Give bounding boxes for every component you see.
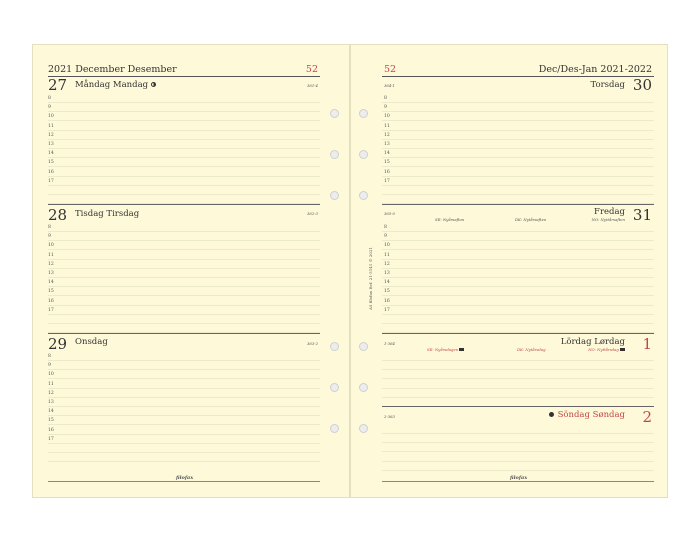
hour-rule [382,166,654,167]
hour-label: 15 [48,160,54,166]
hour-label: 16 [48,169,54,175]
hour-label: 8 [48,354,51,359]
holiday-text: NO: Nyttårsdag [588,347,619,352]
hour-label: 17 [384,178,390,184]
hour-label: 10 [384,243,390,249]
note-rule [382,433,654,434]
day-count: 363-2 [307,341,318,346]
binder-hole [359,424,368,433]
hour-label: 9 [48,363,51,369]
day-name: Torsdag [590,80,625,90]
hour-rule [382,231,654,232]
note-rule [382,194,654,195]
hour-label: 13 [48,271,54,276]
note-rule [382,461,654,462]
left-header-rule [48,76,320,77]
hour-rule [48,176,320,177]
day-divider [382,204,654,205]
hour-label: 17 [48,178,54,184]
hour-label: 17 [48,436,54,442]
day-name: Tisdag Tirsdag [75,209,140,219]
hour-label: 8 [384,96,387,101]
hour-label: 12 [48,132,54,138]
hour-label: 14 [48,151,54,157]
day-count: 362-3 [307,211,318,216]
day-number: 27 [48,76,68,94]
hour-rule [48,397,320,398]
hour-label: 16 [48,427,54,433]
binder-hole [359,342,368,351]
hour-label: 10 [48,243,54,249]
day-number: 1 [642,335,652,353]
hour-label: 15 [48,418,54,424]
binder-hole [359,191,368,200]
hour-rule [382,286,654,287]
day-count: 364-1 [384,83,395,88]
footer-rule [48,481,320,482]
hour-rule [48,102,320,103]
hour-rule [48,268,320,269]
right-header-rule [382,76,654,77]
hour-label: 10 [384,114,390,120]
day-name: Lördag Lørdag [560,337,625,347]
binder-hole [330,109,339,118]
binder-hole [330,383,339,392]
hour-rule [48,277,320,278]
holiday-se: SE: Nyårsafton [435,217,465,222]
day-number: 28 [48,206,68,224]
footer-rule [382,481,654,482]
holiday-dk: DK: Nytårsdag [517,347,546,352]
diary-page-left [32,44,350,498]
hour-rule [382,111,654,112]
hour-rule [48,231,320,232]
right-header-title: Dec/Des-Jan 2021-2022 [538,64,652,75]
day-divider [382,333,654,334]
flag-icon [459,348,464,351]
flag-icon [620,348,625,351]
hour-label: 10 [48,114,54,120]
hour-rule [382,157,654,158]
hour-label: 8 [48,225,51,230]
hour-label: 13 [384,142,390,147]
hour-label: 15 [384,289,390,295]
hour-label: 14 [384,151,390,157]
hour-label: 9 [384,105,387,111]
hour-label: 12 [384,132,390,138]
binder-hole [330,150,339,159]
binder-hole [359,109,368,118]
hour-rule [48,378,320,379]
holiday-se [427,347,464,352]
day-count: 1-364 [384,341,395,346]
note-rule [382,378,654,379]
hour-label: 9 [48,234,51,240]
note-rule [48,461,320,462]
diary-page-right [350,44,668,498]
note-rule [382,451,654,452]
binder-hole [359,150,368,159]
hour-label: 14 [384,280,390,286]
hour-label: 14 [48,409,54,415]
hour-rule [48,259,320,260]
day-number: 29 [48,335,68,353]
hour-rule [48,434,320,435]
hour-label: 16 [384,298,390,304]
filofax-logo: filofax [507,475,530,481]
day-count: 365-0 [384,211,395,216]
right-week-number: 52 [384,64,397,75]
hour-label: 8 [48,96,51,101]
binder-hole [330,424,339,433]
day-count: 2-363 [384,414,395,419]
hour-label: 9 [384,234,387,240]
reference-note: A5 filofax Ref. 21-5141 © 2021 [368,246,373,310]
note-rule [48,194,320,195]
hour-rule [48,415,320,416]
day-number: 30 [632,76,652,94]
hour-label: 17 [384,307,390,313]
hour-rule [48,139,320,140]
hour-rule [382,139,654,140]
note-rule [382,388,654,389]
holiday-text: SE: Nyårsdagen [427,347,459,352]
note-rule [382,397,654,398]
holiday-dk: DK: Nytårsaften [515,217,547,222]
hour-label: 11 [384,123,390,129]
day-name-text: Måndag Mandag [75,80,149,90]
hour-rule [48,130,320,131]
hour-label: 13 [384,271,390,276]
left-header-title: 2021 December Desember [48,64,177,75]
hour-rule [48,388,320,389]
note-rule [48,323,320,324]
hour-label: 11 [48,123,54,129]
left-week-number: 52 [305,64,318,75]
binder-hole [330,191,339,200]
hour-rule [382,259,654,260]
note-rule [382,323,654,324]
hour-rule [48,406,320,407]
hour-rule [48,185,320,186]
hour-label: 8 [384,225,387,230]
hour-rule [382,268,654,269]
note-rule [48,452,320,453]
day-name [75,80,156,90]
hour-label: 14 [48,280,54,286]
day-divider [48,333,320,334]
hour-rule [382,176,654,177]
hour-label: 15 [48,289,54,295]
hour-rule [382,314,654,315]
day-name: Onsdag [75,337,108,347]
filofax-logo: filofax [173,475,196,481]
day-divider [48,204,320,205]
hour-label: 9 [48,105,51,111]
hour-label: 16 [384,169,390,175]
hour-rule [382,249,654,250]
hour-rule [48,148,320,149]
day-divider [382,406,654,407]
hour-rule [48,369,320,370]
hour-label: 10 [48,372,54,378]
day-name [549,410,625,420]
hour-label: 11 [384,252,390,258]
hour-label: 12 [48,261,54,267]
hour-rule [382,185,654,186]
hour-label: 12 [48,390,54,396]
hour-rule [48,286,320,287]
hour-label: 17 [48,307,54,313]
hour-rule [48,305,320,306]
note-rule [382,369,654,370]
hour-label: 13 [48,142,54,147]
hour-rule [48,360,320,361]
hour-rule [48,166,320,167]
hour-rule [48,424,320,425]
holiday-no: NO: Nyttårsaften [591,217,625,222]
hour-rule [48,157,320,158]
hour-rule [48,249,320,250]
day-count: 361-4 [307,83,318,88]
note-rule [382,360,654,361]
day-number: 2 [642,408,652,426]
hour-rule [382,130,654,131]
day-number: 31 [632,206,652,224]
note-rule [382,442,654,443]
holiday-no [588,347,625,352]
hour-rule [48,120,320,121]
hour-rule [382,240,654,241]
hour-label: 15 [384,160,390,166]
hour-rule [382,295,654,296]
note-rule [382,470,654,471]
hour-rule [48,111,320,112]
day-name-text: Söndag Søndag [557,410,625,420]
first-quarter-moon-icon [151,82,156,87]
hour-label: 16 [48,298,54,304]
hour-rule [48,240,320,241]
binder-hole [359,383,368,392]
day-name: Fredag [594,207,625,217]
new-moon-icon [549,412,554,417]
hour-rule [382,120,654,121]
hour-rule [48,443,320,444]
hour-rule [48,295,320,296]
hour-label: 12 [384,261,390,267]
hour-rule [382,305,654,306]
hour-rule [382,102,654,103]
hour-label: 13 [48,400,54,405]
hour-label: 11 [48,252,54,258]
hour-rule [48,314,320,315]
binder-hole [330,342,339,351]
hour-rule [382,277,654,278]
hour-rule [382,148,654,149]
hour-label: 11 [48,381,54,387]
